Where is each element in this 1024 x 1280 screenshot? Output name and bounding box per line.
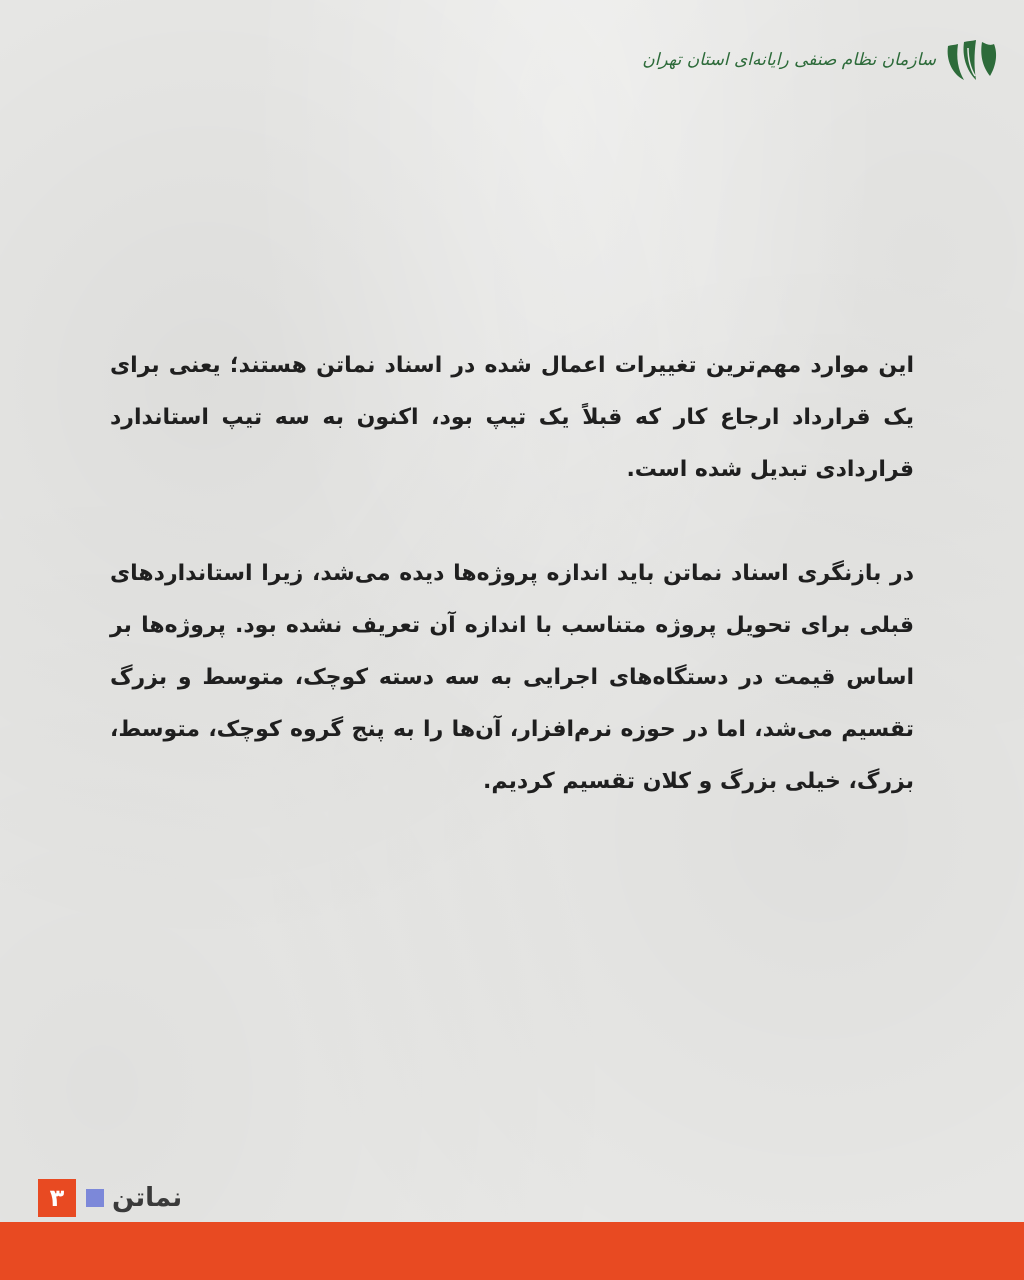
leaf-emblem-icon [944,36,1000,84]
page-number: ۳ [38,1179,76,1217]
organization-name: سازمان نظام صنفی رایانه‌ای استان تهران [642,50,936,70]
brand-square-icon [86,1189,104,1207]
article-body [110,340,914,808]
organization-logo [642,36,1000,84]
paragraph: این موارد مهم‌ترین تغییرات اعمال شده در اسناد نماتن هستند؛ یعنی برای یک قرارداد ارجاع کار که قبلاً یک تیپ بود، اکنون به سه تیپ استاندارد قراردادی تبدیل شده است. [110,353,914,482]
brand-name: نماتن [112,1183,183,1213]
paragraph: در بازنگری اسناد نماتن باید اندازه پروژه‌ها دیده می‌شد، زیرا استانداردهای قبلی برای تحویل پروژه متناسب با اندازه آن تعریف نشده بود. پروژه‌ها بر اساس قیمت در دستگاه‌های اجرایی به سه دسته کوچک، متوسط و بزرگ تقسیم می‌شد، اما در حوزه نرم‌افزار، آن‌ها را به پنج گروه کوچک، متوسط، بزرگ، خیلی بزرگ و کلان تقسیم کردیم. [110,561,914,794]
footer-brand [38,1178,182,1218]
footer-bar [0,1222,1024,1280]
